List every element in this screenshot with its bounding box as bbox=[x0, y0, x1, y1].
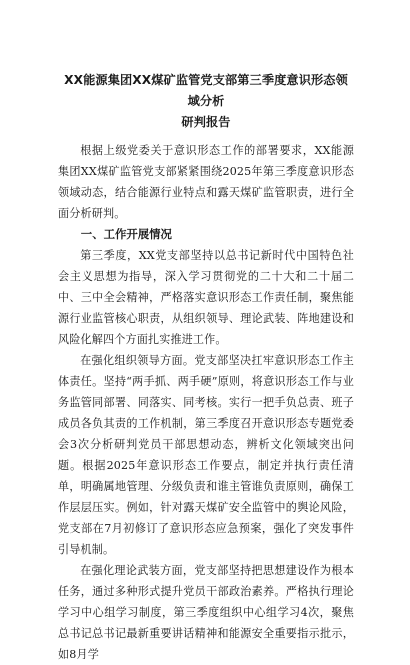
section-1-paragraph-2: 在强化组织领导方面。党支部坚决扛牢意识形态工作主体责任。坚持“两手抓、两手硬”原则，将意识形态工作与业务监管同部署、同落实、同考核。实行一把手负总责、班子成员各负其责的工作机制，第三季度召开意识形态专题党委会3次分析研判党员干部思想动态，辨析文化领域突出问题。根据2025年意识形态工作要点，制定并执行责任清单，明确属地管理、分级负责和谁主管谁负责原则，确保工作层层压实。例如，针对露天煤矿安全监管中的舆论风险，党支部在7月初修订了意识形态应急预案，强化了突发事件引导机制。 bbox=[58, 354, 354, 556]
intro-paragraph: 根据上级党委关于意识形态工作的部署要求，XX能源集团XX煤矿监管党支部紧紧围绕2025年第三季度意识形态领域动态，结合能源行业特点和露天煤矿监管职责，进行全面分析研判。 bbox=[58, 144, 354, 220]
title-line-1: XX能源集团XX煤矿监管党支部第三季度意识形态领域分析 bbox=[64, 73, 348, 108]
section-1-paragraph-3: 在强化理论武装方面，党支部坚持把思想建设作为根本任务，通过多种形式提升党员干部政治素养。严格执行理论学习中心组学习制度，第三季度组织中心组学习4次，聚焦总书记总书记最新重要讲话精神和能源安全重要指示批示，如8月学 bbox=[58, 564, 354, 661]
section-1-paragraph-1: 第三季度，XX党支部坚持以总书记新时代中国特色社会主义思想为指导，深入学习贯彻党的二十大和二十届二中、三中全会精神，严格落实意识形态工作责任制，聚焦能源行业监管核心职责，从组织领导、理论武装、阵地建设和风险化解四个方面扎实推进工作。 bbox=[58, 249, 354, 346]
section-1-heading: 一、工作开展情况 bbox=[80, 227, 172, 241]
title-line-2: 研判报告 bbox=[181, 115, 231, 129]
document-title bbox=[58, 70, 354, 133]
